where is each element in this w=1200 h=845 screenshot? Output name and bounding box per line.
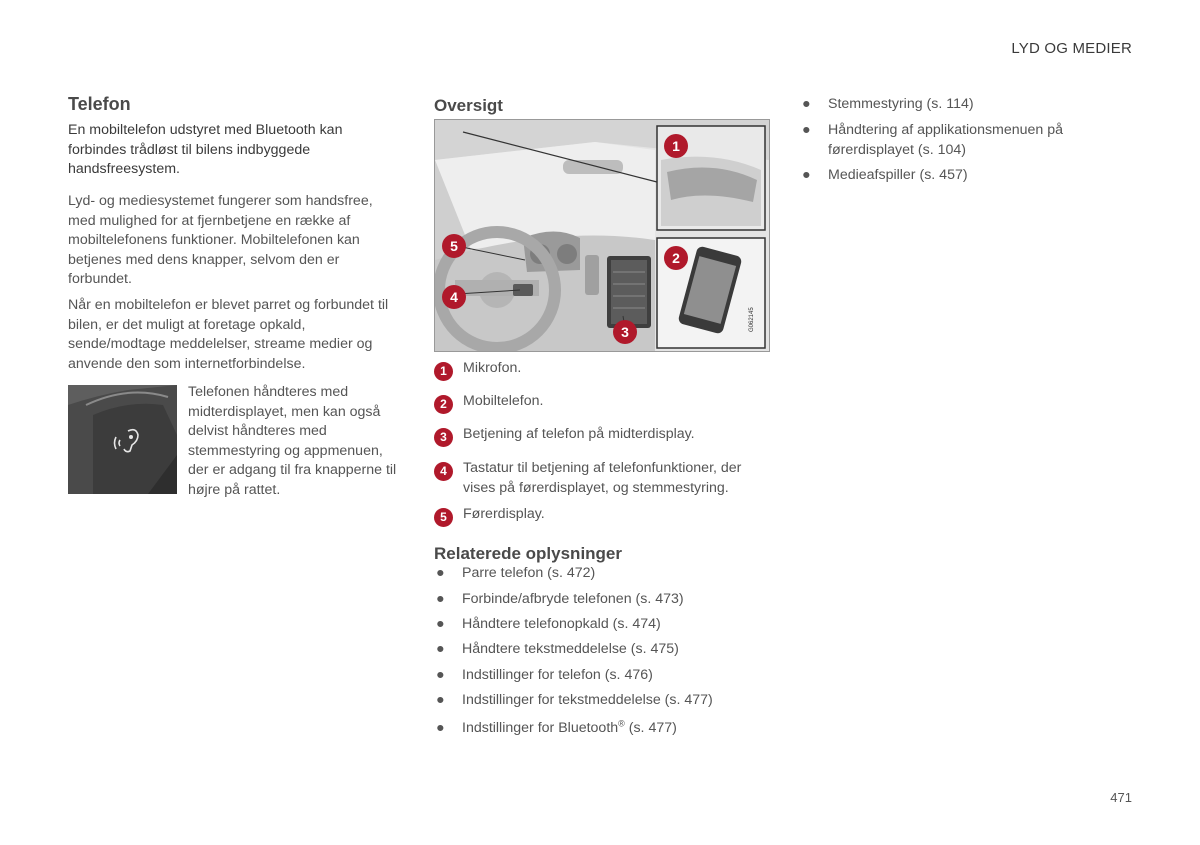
callout-4: 4 [442,285,466,309]
legend-text: Tastatur til betjening af telefonfunktioner, der vises på førerdisplayet, og stemmestyring. [463,460,742,496]
bullet-dot: ● [436,720,445,736]
legend-text: Betjening af telefon på midterdisplay. [463,426,695,442]
bullet-dot: ● [436,667,445,683]
page-number: 471 [1110,790,1132,805]
related-heading: Relaterede oplysninger [434,544,623,563]
intro-paragraph: En mobiltelefon udstyret med Bluetooth kan forbindes trådløst til bilens indbyggede handsfreesystem. [68,122,343,177]
bullet-dot: ● [436,616,445,632]
section-header: LYD OG MEDIER [1011,40,1132,57]
bullet-dot: ● [436,641,445,657]
legend-text: Mobiltelefon. [463,393,544,409]
callout-2: 2 [664,246,688,270]
body-paragraph-3: Telefonen håndteres med midterdisplayet, men kan også delvist håndteres med stemmestyring og appmenuen, der er adgang til fra knapperne til højre på rattet. [188,384,397,498]
page-title: Telefon [68,94,131,114]
legend-number: 5 [434,508,453,527]
bullet-dot: ● [436,565,445,581]
legend-text: Mikrofon. [463,360,522,376]
legend-number: 4 [434,462,453,481]
dashboard-illustration [434,119,770,352]
legend-text: Førerdisplay. [463,506,545,522]
bullet-dot: ● [802,96,811,112]
bullet-dot: ● [436,591,445,607]
body-paragraph-1: Lyd- og mediesystemet fungerer som handsfree, med mulighed for at fjernbetjene en række af mobiltelefonens funktioner. Mobiltelefonen kan betjenes med dens knapper, selvom den er forbundet. [68,193,373,287]
callout-1: 1 [664,134,688,158]
bullet-dot: ● [436,692,445,708]
figure-code: G062145 [749,307,755,332]
callout-5: 5 [442,234,466,258]
overview-heading: Oversigt [434,96,503,115]
body-paragraph-2: Når en mobiltelefon er blevet parret og forbundet til bilen, er det muligt at foretage opkald, sende/modtage meddelelser, streame medier og anvende den som internetforbindelse. [68,297,389,372]
steering-button-image [68,385,177,494]
legend-number: 1 [434,362,453,381]
bullet-dot: ● [802,122,811,138]
bullet-dot: ● [802,167,811,183]
legend-number: 3 [434,428,453,447]
legend-number: 2 [434,395,453,414]
callout-3: 3 [613,320,637,344]
